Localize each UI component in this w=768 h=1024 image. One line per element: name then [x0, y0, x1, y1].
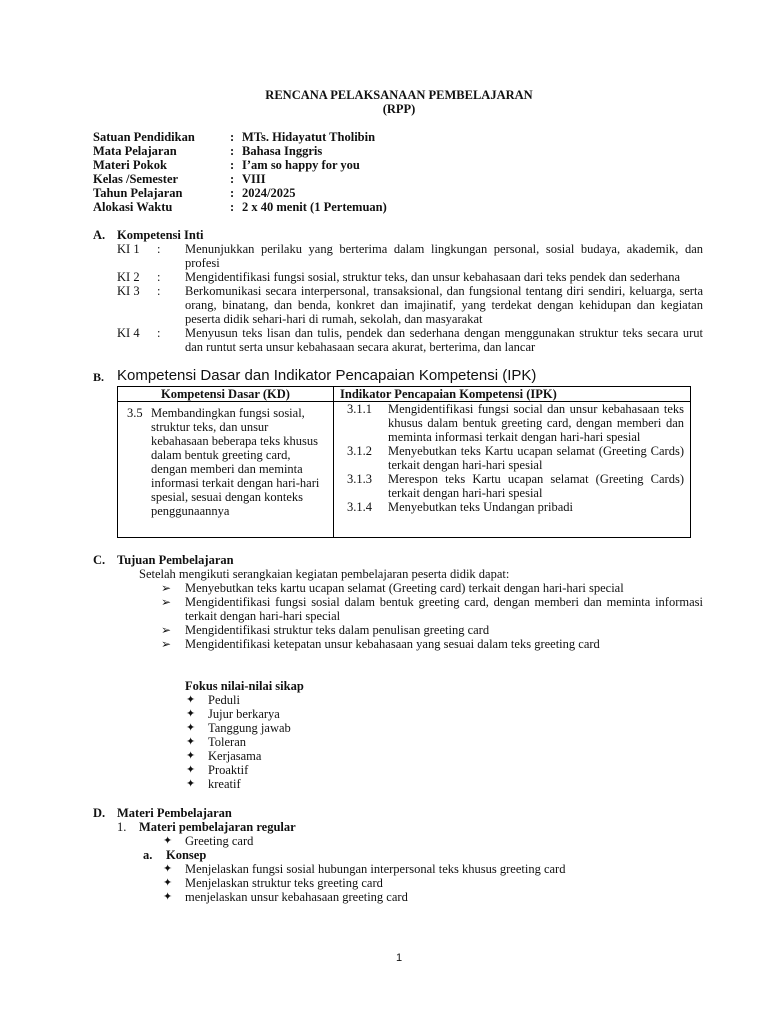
ipk-code: 3.1.1 — [347, 402, 372, 416]
section-b-title: Kompetensi Dasar dan Indikator Pencapaian Kompetensi (IPK) — [117, 367, 537, 384]
info-colon: : — [230, 200, 235, 214]
goal-item: Mengidentifikasi struktur teks dalam penulisan greeting card — [185, 623, 490, 637]
info-label: Satuan Pendidikan — [93, 130, 195, 144]
goal-item: Mengidentifikasi ketepatan unsur kebahasaan yang sesuai dalam teks greeting card — [185, 637, 600, 651]
document-subtitle: (RPP) — [382, 102, 416, 116]
star-bullet-icon: ✦ — [186, 722, 196, 734]
ki-text: Menunjukkan perilaku yang berterima dalam lingkungan personal, sosial budaya, akademik, dan profesi — [185, 242, 703, 270]
fokus-item: Tanggung jawab — [208, 721, 291, 735]
info-value: Bahasa Inggris — [242, 144, 323, 158]
sub1-item: Greeting card — [185, 834, 254, 848]
suba-letter: a. — [143, 848, 153, 862]
info-value: I’am so happy for you — [242, 158, 360, 172]
konsep-item: menjelaskan unsur kebahasaan greeting card — [185, 890, 408, 904]
kd-text: Membandingkan fungsi sosial, struktur teks, dan unsur kebahasaan beberapa teks khusus dalam bentuk greeting card, dengan memberi dan meminta informasi terkait dengan hari-hari spesial, sesuai dengan konteks penggunaannya — [151, 406, 320, 518]
star-bullet-icon: ✦ — [186, 708, 196, 720]
goal-item: Menyebutkan teks kartu ucapan selamat (Greeting card) terkait dengan hari-hari special — [185, 581, 624, 595]
ki-text: Menyusun teks lisan dan tulis, pendek dan sederhana dengan menggunakan struktur teks secara urut dan runtut serta unsur kebahasaan secara akurat, berterima, dan lancar — [185, 326, 703, 354]
ki-text: Mengidentifikasi fungsi sosial, struktur teks, dan unsur kebahasaan dari teks pendek dan sederhana — [185, 270, 681, 284]
info-colon: : — [230, 144, 235, 158]
section-d-title: Materi Pembelajaran — [117, 806, 232, 820]
info-colon: : — [230, 158, 235, 172]
kd-cell — [118, 402, 334, 538]
ipk-code: 3.1.2 — [347, 444, 372, 458]
ki-text: Berkomunikasi secara interpersonal, transaksional, dan fungsional tentang diri sendiri, keluarga, serta orang, binatang, dan benda, konkret dan imajinatif, yang terdekat dengan kehidupan dan kegiatan peserta didik sehari-hari di rumah, sekolah, dan masyarakat — [185, 284, 703, 326]
sub1-number: 1. — [117, 820, 127, 834]
konsep-item: Menjelaskan struktur teks greeting card — [185, 876, 383, 890]
ki-separator: : — [157, 284, 161, 298]
ki-code: KI 3 — [117, 284, 140, 298]
page-number: 1 — [395, 952, 403, 964]
fokus-title: Fokus nilai-nilai sikap — [185, 679, 304, 693]
info-value: VIII — [242, 172, 266, 186]
arrow-bullet-icon: ➢ — [161, 637, 172, 651]
section-d-letter: D. — [93, 806, 106, 820]
kd-column-header: Kompetensi Dasar (KD) — [118, 387, 334, 402]
ki-code: KI 4 — [117, 326, 140, 340]
star-bullet-icon: ✦ — [163, 835, 173, 847]
kd-code: 3.5 — [127, 406, 143, 420]
ipk-list — [334, 402, 690, 514]
info-colon: : — [230, 172, 235, 186]
section-c-intro: Setelah mengikuti serangkaian kegiatan pembelajaran peserta didik dapat: — [139, 567, 510, 581]
arrow-bullet-icon: ➢ — [161, 581, 172, 595]
star-bullet-icon: ✦ — [163, 877, 173, 889]
ki-code: KI 2 — [117, 270, 140, 284]
star-bullet-icon: ✦ — [186, 750, 196, 762]
info-value: 2 x 40 menit (1 Pertemuan) — [242, 200, 387, 214]
fokus-item: Jujur berkarya — [208, 707, 280, 721]
ipk-cell — [334, 402, 691, 538]
ipk-code: 3.1.3 — [347, 472, 372, 486]
section-c-title: Tujuan Pembelajaran — [117, 553, 234, 567]
ipk-text: Menyebutkan teks Kartu ucapan selamat (Greeting Cards) terkait dengan hari-hari spesial — [388, 444, 684, 472]
suba-title: Konsep — [166, 848, 207, 862]
info-label: Tahun Pelajaran — [93, 186, 183, 200]
star-bullet-icon: ✦ — [186, 778, 196, 790]
fokus-item: Kerjasama — [208, 749, 262, 763]
section-a-title: Kompetensi Inti — [117, 228, 204, 242]
section-c-letter: C. — [93, 553, 106, 567]
goal-item: Mengidentifikasi fungsi sosial dalam bentuk greeting card, dengan memberi dan meminta informasi terkait dengan hari-hari special — [185, 595, 703, 623]
star-bullet-icon: ✦ — [186, 736, 196, 748]
ipk-text: Merespon teks Kartu ucapan selamat (Greeting Cards) terkait dengan hari-hari spesial — [388, 472, 684, 500]
ki-code: KI 1 — [117, 242, 140, 256]
info-label: Materi Pokok — [93, 158, 167, 172]
info-label: Alokasi Waktu — [93, 200, 173, 214]
info-value: MTs. Hidayatut Tholibin — [242, 130, 376, 144]
info-label: Kelas /Semester — [93, 172, 179, 186]
star-bullet-icon: ✦ — [186, 764, 196, 776]
arrow-bullet-icon: ➢ — [161, 595, 172, 609]
info-colon: : — [230, 186, 235, 200]
arrow-bullet-icon: ➢ — [161, 623, 172, 637]
fokus-item: kreatif — [208, 777, 241, 791]
ki-separator: : — [157, 242, 161, 256]
info-colon: : — [230, 130, 235, 144]
document-title: RENCANA PELAKSANAAN PEMBELAJARAN — [265, 88, 533, 102]
section-b-letter: B. — [93, 370, 105, 384]
kd-ipk-table — [117, 386, 691, 538]
star-bullet-icon: ✦ — [186, 694, 196, 706]
section-a-letter: A. — [93, 228, 106, 242]
star-bullet-icon: ✦ — [163, 891, 173, 903]
ki-separator: : — [157, 270, 161, 284]
star-bullet-icon: ✦ — [163, 863, 173, 875]
fokus-item: Toleran — [208, 735, 246, 749]
ipk-text: Mengidentifikasi fungsi social dan unsur kebahasaan teks khusus dalam bentuk greeting card, dengan memberi dan meminta informasi terkait dengan hari-hari spesial — [388, 402, 684, 444]
info-label: Mata Pelajaran — [93, 144, 177, 158]
sub1-title: Materi pembelajaran regular — [139, 820, 296, 834]
konsep-item: Menjelaskan fungsi sosial hubungan interpersonal teks khusus greeting card — [185, 862, 566, 876]
ipk-code: 3.1.4 — [347, 500, 372, 514]
info-value: 2024/2025 — [242, 186, 296, 200]
fokus-item: Proaktif — [208, 763, 249, 777]
ipk-column-header: Indikator Pencapaian Kompetensi (IPK) — [334, 387, 691, 402]
ipk-text: Menyebutkan teks Undangan pribadi — [388, 500, 574, 514]
ki-separator: : — [157, 326, 161, 340]
fokus-item: Peduli — [208, 693, 240, 707]
